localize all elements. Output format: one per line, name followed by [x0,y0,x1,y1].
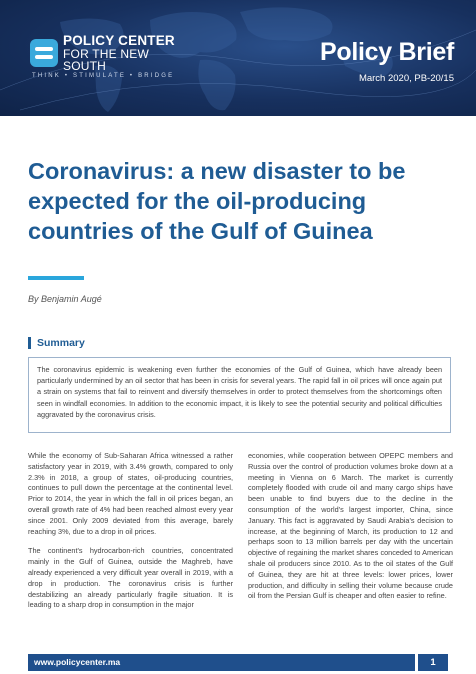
footer-url-link[interactable]: www.policycenter.ma [28,654,415,671]
summary-header [28,337,85,349]
author-byline: By Benjamin Augé [28,294,102,304]
page-number: 1 [418,654,448,671]
page-title: Coronavirus: a new disaster to be expected for the oil-producing countries of the Gulf of Guinea [28,158,406,244]
document-date-ref: March 2020, PB-20/15 [358,73,454,84]
summary-text: The coronavirus epidemic is weakening even further the economies of the Gulf of Guinea, which have already been particularly undermined by an oil sector that has been in crisis for several years. The rapid fall in oil prices will once again put a strain on systems that fail to reinvent and diversify themselves in order to protect themselves from the shortcomings often seen in windfall economies. In addition to the economic impact, it is likely to see the potential security and political difficulties aggravated by the coronavirus crisis. [28,357,451,433]
logo-line-1: POLICY CENTER [63,32,175,48]
document-type: Policy Brief [320,38,454,66]
body-column-right [248,451,453,611]
body-column-left [28,451,233,620]
logo-mark-icon [30,39,58,67]
tagline: THINK • STIMULATE • BRIDGE [32,73,175,79]
body-paragraph: The continent's hydrocarbon-rich countries, concentrated mainly in the Gulf of Guinea, outside the Maghreb, have already experienced a very difficult year overall in 2019, with a drop in production. The coronavirus crisis is further destabilizing an already particularly fragile situation. It is leading to a sharp drop in consumption in the major [28,546,233,610]
summary-heading: Summary [37,337,85,349]
title-divider [28,276,84,280]
body-paragraph: economies, while cooperation between OPEPC members and Russia over the control of production volumes broke down at a meeting in Vienna on 6 March. The market is currently completely flooded with crude oil and many cargo ships have been unable to find buyers due to the decline in the consumption of the world's largest importer, China, since January. This fact is aggravated by Saudi Arabia's decision to increase, at the beginning of March, its production to 12 and perhaps soon to 13 million barrels per day with the uncertain objective of regaining the market shares conceded to American shale oil producers since 2010. As to the oil states of the Gulf of Guinea, they are hit at three levels: lower prices, lower production, and difficulty in selling their volume because crude oil from the Persian Gulf is cheaper and often easier to refine. [248,451,453,601]
policy-center-logo[interactable] [30,32,195,74]
logo-line-2: FOR THE NEW SOUTH [63,47,149,74]
body-paragraph: While the economy of Sub-Saharan Africa witnessed a rather satisfactory year in 2019, with 3.4% growth, compared to only 2.3% in 2018, a group of states, oil-producing countries, continues to pull down the percentage at the continental level. Prior to 2014, the year in which the fall in oil prices began, an overall growth rate of 4% had been reached almost every year since 2001. Only 2009 deviated from this average, barely reaching 3%, due to a drop in oil prices. [28,451,233,536]
header-banner [0,0,476,116]
summary-marker [28,337,31,349]
